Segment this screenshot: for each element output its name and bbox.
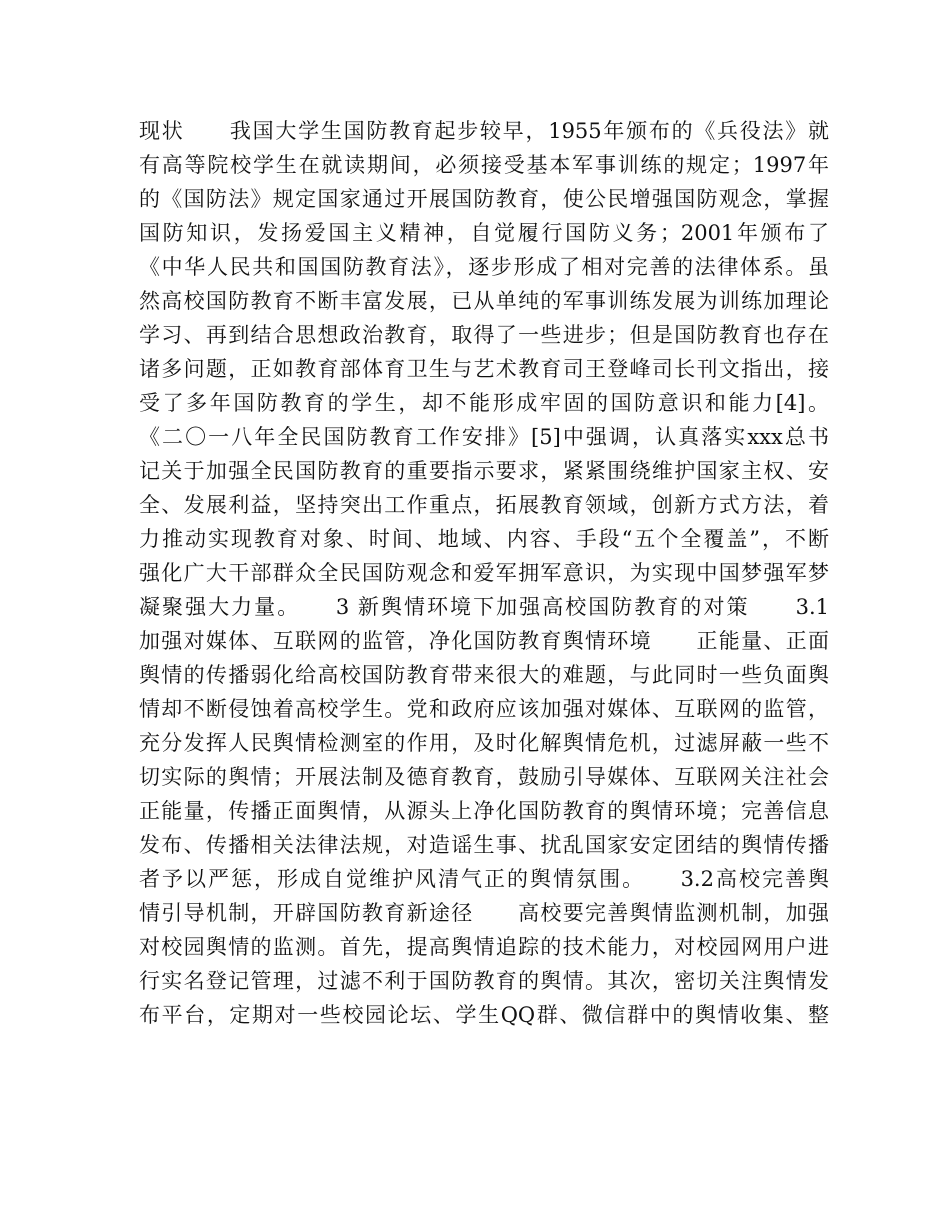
text-line: 正能量，传播正面舆情，从源头上净化国防教育的舆情环境；完善信息 (139, 799, 829, 823)
text-line: 行实名登记管理，过滤不利于国防教育的舆情。其次，密切关注舆情发 (139, 969, 829, 993)
text-line: 强化广大干部群众全民国防观念和爱军拥军意识，为实现中国梦强军梦 (139, 561, 829, 585)
text-line: 诸多问题，正如教育部体育卫生与艺术教育司王登峰司长刊文指出，接 (139, 357, 829, 381)
text-line: 全、发展利益，坚持突出工作重点，拓展教育领域，创新方式方法，着 (139, 493, 829, 517)
text-line: 受了多年国防教育的学生，却不能形成牢固的国防意识和能力[4]。 (139, 391, 829, 415)
text-line: 《中华人民共和国国防教育法》，逐步形成了相对完善的法律体系。虽 (139, 255, 829, 279)
text-line: 记关于加强全民国防教育的重要指示要求，紧紧围绕维护国家主权、安 (139, 459, 829, 483)
text-line: 国防知识，发扬爱国主义精神，自觉履行国防义务；2001年颁布了 (139, 221, 829, 245)
body-text (139, 114, 829, 1032)
text-line: 然高校国防教育不断丰富发展，已从单纯的军事训练发展为训练加理论 (139, 289, 829, 313)
text-line: 有高等院校学生在就读期间，必须接受基本军事训练的规定；1997年 (139, 153, 829, 177)
text-line: 情引导机制，开辟国防教育新途径 高校要完善舆情监测机制，加强 (139, 901, 829, 925)
text-line: 的《国防法》规定国家通过开展国防教育，使公民增强国防观念，掌握 (139, 187, 829, 211)
text-line: 切实际的舆情；开展法制及德育教育，鼓励引导媒体、互联网关注社会 (139, 765, 829, 789)
text-line: 力推动实现教育对象、时间、地域、内容、手段“五个全覆盖”，不断 (139, 527, 829, 551)
text-line: 对校园舆情的监测。首先，提高舆情追踪的技术能力，对校园网用户进 (139, 935, 829, 959)
text-line: 加强对媒体、互联网的监管，净化国防教育舆情环境 正能量、正面 (139, 629, 829, 653)
text-line: 《二〇一八年全民国防教育工作安排》[5]中强调，认真落实xxx总书 (139, 425, 829, 449)
text-line: 充分发挥人民舆情检测室的作用，及时化解舆情危机，过滤屏蔽一些不 (139, 731, 829, 755)
text-line: 现状 我国大学生国防教育起步较早，1955年颁布的《兵役法》就 (139, 119, 829, 143)
text-line: 学习、再到结合思想政治教育，取得了一些进步；但是国防教育也存在 (139, 323, 829, 347)
text-line: 凝聚强大力量。 3 新舆情环境下加强高校国防教育的对策 3.1 (139, 595, 829, 619)
text-line: 布平台，定期对一些校园论坛、学生QQ群、微信群中的舆情收集、整 (139, 1003, 829, 1027)
text-line: 者予以严惩，形成自觉维护风清气正的舆情氛围。 3.2高校完善舆 (139, 867, 829, 891)
text-line: 舆情的传播弱化给高校国防教育带来很大的难题，与此同时一些负面舆 (139, 663, 829, 687)
text-line: 发布、传播相关法律法规，对造谣生事、扰乱国家安定团结的舆情传播 (139, 833, 829, 857)
text-line: 情却不断侵蚀着高校学生。党和政府应该加强对媒体、互联网的监管， (139, 697, 829, 721)
